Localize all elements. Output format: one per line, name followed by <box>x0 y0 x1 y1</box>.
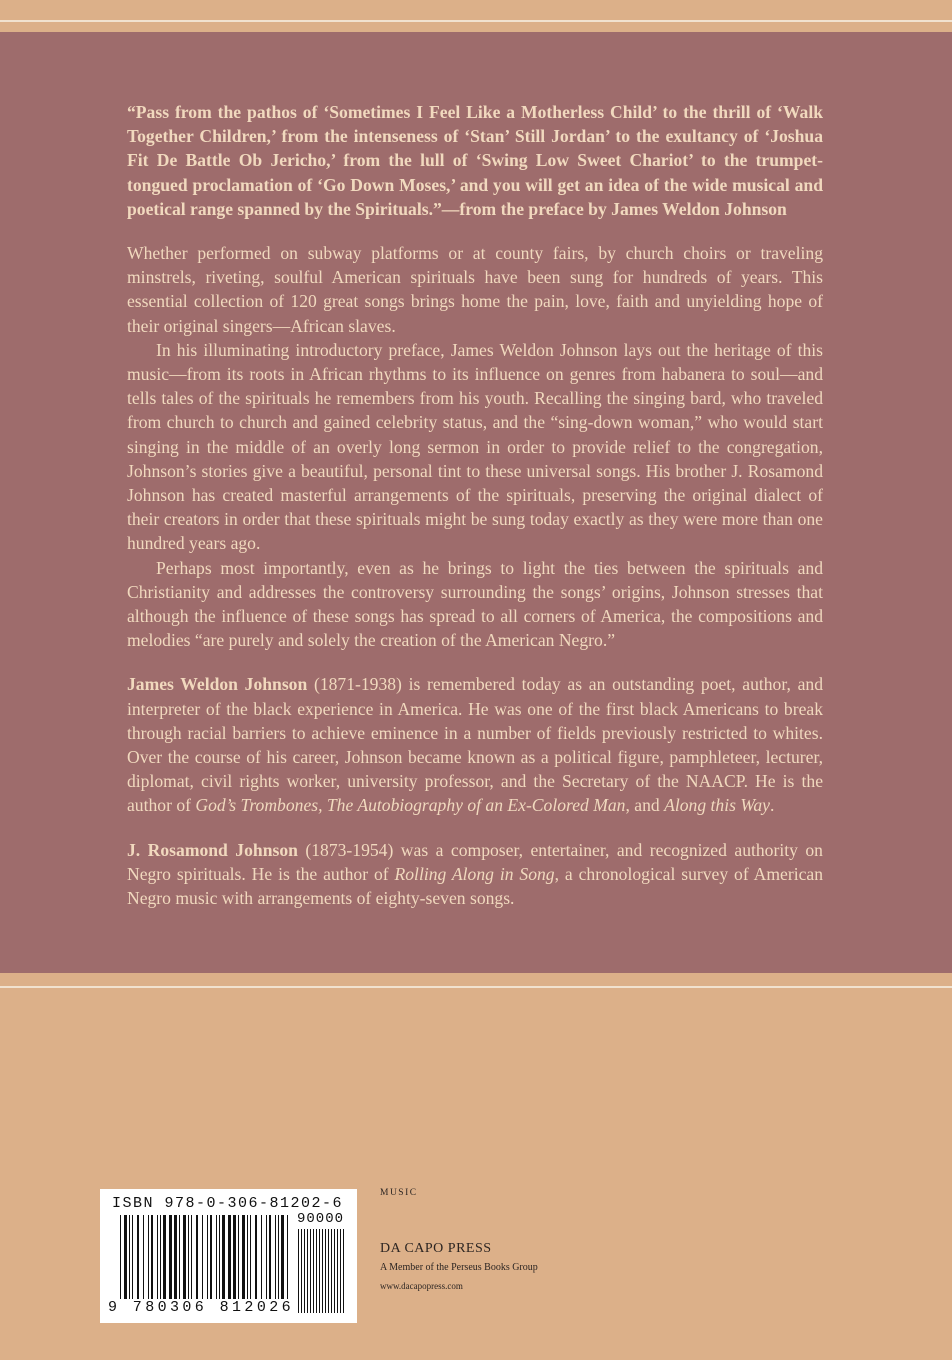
addon-bar <box>307 1229 308 1313</box>
addon-bar <box>319 1229 320 1313</box>
barcode-bar <box>120 1215 121 1299</box>
barcode-bar <box>228 1215 231 1299</box>
bio-text: (1871-1938) is remembered today as an outstanding poet, author, and interpreter of the black experience in America. He was one of the first black Americans to break through racial barriers to achieve eminence in a number of fields previously restricted to whites. Over the course of his career, Johnson became known as a political figure, pamphleteer, lecturer, diplomat, civil rights worker, university professor, and the Secretary of the NAACP. He is the author of <box>127 674 823 816</box>
description-paragraph-3: Perhaps most importantly, even as he brings to light the ties between the spirituals and Christianity and addresses the controversy surrounding the songs’ origins, Johnson stresses that although the influence of these songs has spread to all corners of America, the compositions and melodies “are purely and solely the creation of the American Negro.” <box>127 557 823 651</box>
bottom-rule <box>0 986 952 988</box>
addon-bar <box>334 1229 335 1313</box>
addon-bar <box>304 1229 305 1313</box>
barcode-bar <box>233 1215 236 1299</box>
barcode-bar <box>287 1215 288 1299</box>
blurb-text <box>127 100 823 910</box>
barcode-bar <box>163 1215 166 1299</box>
barcode-digits: 9 780306 812026 <box>108 1299 295 1316</box>
barcode-bar <box>148 1215 149 1299</box>
isbn-barcode <box>100 1189 357 1323</box>
book-title: God’s Trombones, The Autobiography of an Ex-Colored Man <box>195 795 626 816</box>
description-paragraph-2: In his illuminating introductory preface, James Weldon Johnson lays out the heritage of this music—from its roots in African rhythms to its influence on genres from habanera to soul—and tells tales of the spirituals he remembers from his youth. Recalling the singing bard, who traveled from church to church and gained celebrity status, and the “sing-down woman,” who would start singing in the middle of an overly long sermon in order to provide relief to the congregation, Johnson’s stories give a beautiful, personal tint to these universal songs. His brother J. Rosamond Johnson has created masterful arrangements of the spirituals, preserving the original dialect of their creators in order that these spirituals might be sung today exactly as they were more than one hundred years ago. <box>127 339 823 554</box>
author-bio-james <box>127 672 823 817</box>
publisher-name: DA CAPO PRESS <box>380 1241 492 1256</box>
addon-bar <box>343 1229 344 1313</box>
bio-text: (1873-1954) was a composer, entertainer, and recognized authority on Negro spirituals. He is the author of <box>127 839 823 884</box>
barcode-bar <box>179 1215 180 1299</box>
barcode-bar <box>269 1215 271 1299</box>
barcode-bar <box>266 1215 267 1299</box>
barcode-bar <box>160 1215 161 1299</box>
barcode-bar <box>242 1215 245 1299</box>
addon-bar <box>298 1229 299 1313</box>
bio-text: , a chronological survey of American Negro music with arrangements of eighty-seven songs. <box>127 863 823 909</box>
barcode-bar <box>183 1215 186 1299</box>
barcode-bar <box>255 1215 257 1299</box>
book-title: Along this Way <box>664 795 770 816</box>
top-rule <box>0 20 952 22</box>
barcode-bar <box>132 1215 133 1299</box>
blurb-panel <box>0 32 952 973</box>
addon-bar <box>301 1229 302 1313</box>
barcode-bar <box>137 1215 139 1299</box>
bio-text: , and <box>625 795 665 816</box>
author-name: James Weldon Johnson <box>127 674 308 695</box>
barcode-bar <box>174 1215 177 1299</box>
barcode-bar <box>143 1215 144 1299</box>
publisher-member-line: A Member of the Perseus Books Group <box>380 1262 538 1273</box>
bio-text: . <box>769 795 775 816</box>
addon-bar <box>325 1229 326 1313</box>
barcode-bar <box>247 1215 248 1299</box>
barcode-bar <box>238 1215 239 1299</box>
barcode-bar <box>278 1215 279 1299</box>
barcode-bar <box>124 1215 127 1299</box>
barcode-bar <box>207 1215 208 1299</box>
price-addon-digits: 90000 <box>297 1211 345 1227</box>
barcode-bar <box>275 1215 276 1299</box>
category-label: MUSIC <box>380 1188 418 1198</box>
addon-bar <box>313 1229 314 1313</box>
barcode-bar <box>219 1215 220 1299</box>
barcode-bar <box>169 1215 172 1299</box>
barcode-bar <box>157 1215 158 1299</box>
addon-bar <box>322 1229 323 1313</box>
barcode-bar <box>202 1215 203 1299</box>
barcode-bar <box>216 1215 217 1299</box>
description-paragraph-1: Whether performed on subway platforms or at county fairs, by church choirs or traveling minstrels, riveting, soulful American spirituals have been sung for hundreds of years. This essential collection of 120 great songs brings home the pain, love, faith and unyielding hope of their original singers—African slaves. <box>127 243 823 336</box>
author-name: J. Rosamond Johnson <box>127 839 298 860</box>
barcode-bar <box>261 1215 262 1299</box>
barcode-bar <box>222 1215 225 1299</box>
addon-bar <box>316 1229 317 1313</box>
publisher-website: www.dacapopress.com <box>380 1281 463 1291</box>
addon-bar <box>337 1229 338 1313</box>
preface-quote: “Pass from the pathos of ‘Sometimes I Feel Like a Motherless Child’ to the thrill of ‘Walk Together Children,’ from the intenseness of ‘Stan’ Still Jordan’ to the exultancy of ‘Joshua Fit De Battle Ob Jericho,’ from the lull of ‘Swing Low Sweet Chariot’ to the trumpet-tongued proclamation of ‘Go Down Moses,’ and you will get an idea of the wide musical and poetical range spanned by the Spirituals.”—from the preface by James Weldon Johnson <box>127 102 823 219</box>
addon-bar <box>328 1229 329 1313</box>
addon-bar <box>340 1229 341 1313</box>
barcode-bar <box>210 1215 212 1299</box>
barcode-bar <box>188 1215 189 1299</box>
barcode-bar <box>250 1215 251 1299</box>
barcode-bar <box>281 1215 284 1299</box>
barcode-bar <box>191 1215 192 1299</box>
book-title: Rolling Along in Song <box>394 863 555 884</box>
barcode-bar <box>151 1215 153 1299</box>
addon-bar <box>310 1229 311 1313</box>
isbn-label: ISBN 978-0-306-81202-6 <box>112 1195 344 1212</box>
barcode-bar <box>129 1215 130 1299</box>
barcode-bar <box>196 1215 198 1299</box>
author-bio-rosamond <box>127 838 823 911</box>
addon-bar <box>331 1229 332 1313</box>
